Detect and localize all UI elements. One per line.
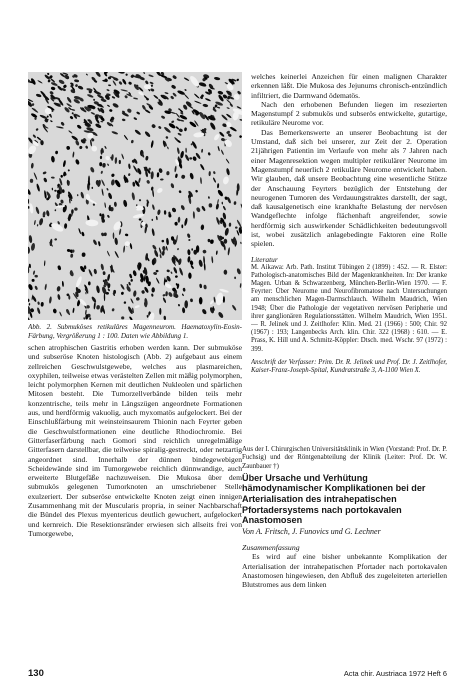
body-paragraph: Das Bemerkenswerte an unserer Beobachtung ist der Umstand, daß sich bei unserer, zur Zeit der 2. Operation 21jährigen Patientin im Verlaufe von mehr als 7 Jahren nach einer Magenresektion wegen multipler retikulärer Neurome im Magenstumpf neuerlich 2 retikuläre Neurome entwickelt haben. Wir glauben, daß unsere Beobachtung eine wesentliche Stütze der Anschauung Feyrters bezüglich der Entstehung der neurogenen Tumoren des Verdauungstraktes darstellt, der sagt, daß kausalgenetisch eine krankhafte Belastung der nervösen Wandgeflechte infolge flächenhaft angreifender, sowie herdförmig sich auswirkender Schädlichkeiten bedeutungsvoll ist, wobei zusätzlich anlagebedingte Faktoren eine Rolle spielen. bbox=[251, 127, 447, 249]
page-footer bbox=[28, 668, 447, 682]
journal-citation: Acta chir. Austriaca 1972 Heft 6 bbox=[343, 669, 447, 678]
article-affiliation: Aus der I. Chirurgischen Universitätsklinik in Wien (Vorstand: Prof. Dr. P. Fuchsig) und der Röntgenabteilung der Klinik (Leiter: Prof. Dr. W. Zaunbauer †) bbox=[242, 446, 447, 470]
page-number: 130 bbox=[28, 668, 44, 679]
reference-list: M. Aikawa: Arb. Path. Institut Tübingen 2 (1899) : 452. — R. Elster: Pathologisch-anatomisches Bild der Magenkrankheiten. In: Der kranke Magen. Urban & Schwarzenberg, München-Berlin-Wien 1970. — F. Feyrter: Über Neurome und Neurofibromatose nach Untersuchungen am menschlichen Magen-Darmschlauch. Wilhelm Maudrich, Wien 1948; Über die Pathologie der vegetativen nervösen Peripherie und ihrer ganglionären Regulationsstätten. Wilhelm Maudrich, Wien 1951. — R. Jelinek und J. Zeitlhofer: Klin. Med. 21 (1966) : 500; Chir. 92 (1967) : 193; Langenbecks Arch. klin. Chir. 322 (1968) : 610. — E. Prass, K. Hill und A. Schmitz-Köppler: Dtsch. med. Wschr. 97 (1972) : 399. bbox=[251, 263, 447, 353]
new-article bbox=[242, 446, 447, 590]
summary-heading: Zusammenfassung bbox=[242, 542, 300, 552]
micrograph-image bbox=[28, 72, 242, 320]
article-authors: Von A. Fritsch, J. Funovics und G. Lechner bbox=[242, 526, 381, 536]
figure-caption: Abb. 2. Submuköses retikuläres Magenneurom. Haematoxylin-Eosin-Färbung, Vergrößerung 1 : 100. Daten wie Abbildung 1. bbox=[28, 323, 242, 340]
left-column bbox=[28, 72, 242, 538]
summary-paragraph: Es wird auf eine bisher unbekannte Komplikation der Arterialisation der intrahepatischen Pfortader nach portokavalen Anastomosen hingewiesen, den Abfluß des zugeleiteten arteriellen Blutstromes aus dem linken bbox=[242, 552, 447, 590]
body-paragraph: Nach den erhobenen Befunden liegen im resezierten Magenstumpf 2 submukös und subserös entwickelte, gutartige, retikuläre Neurome vor. bbox=[251, 99, 447, 128]
right-column bbox=[251, 72, 447, 375]
body-paragraph: welches keinerlei Anzeichen für einen malignen Charakter erkennen läßt. Die Mukosa des Jejunums chronisch-entzündlich infiltriert, die Darmwand ödematös. bbox=[251, 72, 447, 100]
author-address: Anschrift der Verfasser: Prim. Dr. R. Jelinek und Prof. Dr. J. Zeitlhofer, Kaiser-Franz-Joseph-Spital, Kundratstraße 3, A-1100 Wien X. bbox=[251, 358, 447, 375]
body-paragraph: schen atrophischen Gastritis erhoben werden kann. Der submuköse und subseröse Knoten histologisch (Abb. 2) aufgebaut aus einem zellreichen Geschwulstgewebe, welches aus plasmareichen, oxyphilen, teilweise etwas verästelten Zellen mit mäßig polymorphen, leicht polymorphen Kernen mit deutlichen Nukleolen und spärlichen Mitosen besteht. Die Tumorzellverbände bilden teils mehr konzentrische, teils mehr in Längszügen angeordnete Formationen aus, und herdförmig vakuolig, auch myxomatös aufgelockert. Bei der Einschlußfärbung mit weinsteinsaurem Thionin nach Feyrter geben die Geschwulstformationen eine deutliche Rhodiochromie. Bei Gitterfaserfärbung nach Gomori sind reichlich unregelmäßige Gitterfasern darstellbar, die teilweise spiralig-gestreckt, oder netzartig angeordnet sind. Innerhalb der dünnen bindegewebigen Scheidewände sind im Tumorgewebe reichlich dünnwandige, auch erweiterte Blutgefäße nachzuweisen. Die Mukosa über dem submukös gelegenen Tumorknoten an umschriebener Stelle exulzeriert. Der subseröse entwickelte Knoten zeigt einen innigen Zusammenhang mit der Muscularis propria, in seiner Nachbarschaft die Bündel des Plexus myentericus deutlich gewuchert, aufgelockert und kernreich. Die Resektionsränder erwiesen sich allseits frei von Tumorgewebe, bbox=[28, 343, 242, 538]
micrograph-figure bbox=[28, 72, 242, 320]
article-title: Über Ursache und Verhütung hämodynamischer Komplikationen bei der Arterialisation des intrahepatischen Pfortadersystems nach portokavalen Anastomosen bbox=[242, 472, 426, 526]
literature-heading: Literatur bbox=[251, 254, 278, 264]
